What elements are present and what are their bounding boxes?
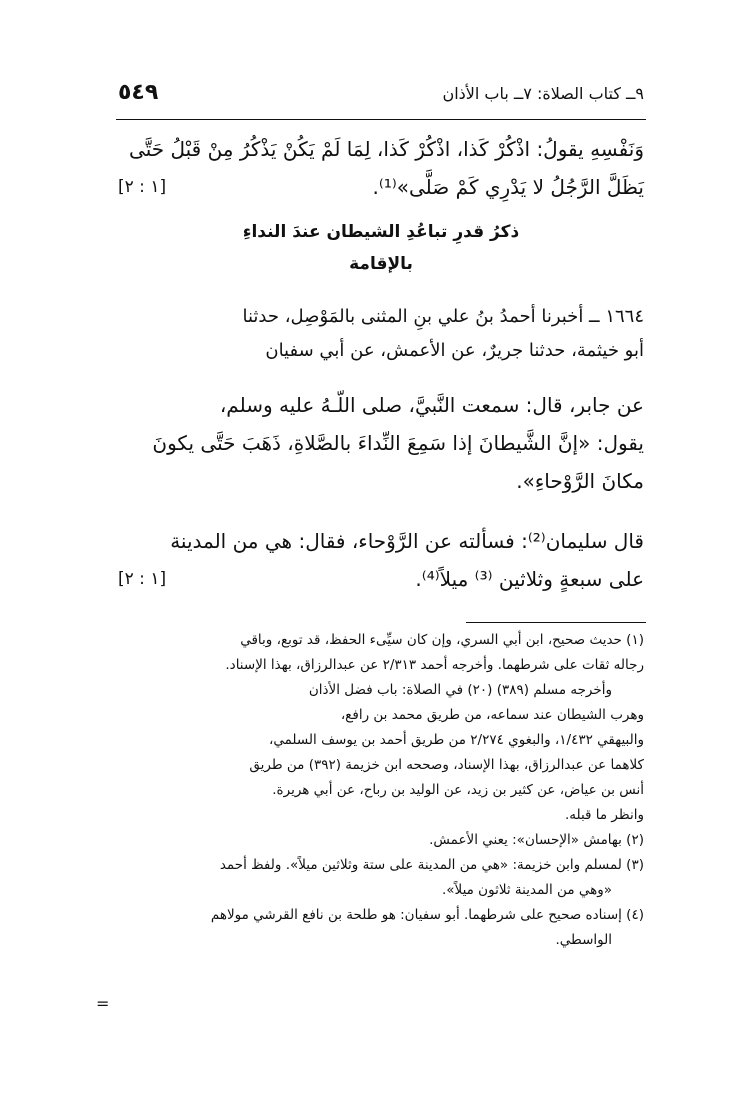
footnotes xyxy=(118,628,644,953)
hadith-number: ١٦٦٤ xyxy=(605,306,644,327)
heading-line: بالإقامة xyxy=(349,254,413,274)
continuation-marker: = xyxy=(96,994,110,1013)
text-line: مكانَ الرَّوْحاءِ». xyxy=(516,469,644,493)
running-header xyxy=(118,80,644,114)
footnote-line: (٤) إسناده صحيح على شرطهما. أبو سفيان: هو طلحة بن نافع القرشي مولاهم xyxy=(210,907,644,923)
footnote-line: «وهي من المدينة ثلاثون ميلاً». xyxy=(441,882,612,898)
hadith-isnad xyxy=(118,300,644,368)
top-paragraph xyxy=(118,130,644,206)
footnote-line: أنس بن عياض، عن كثير بن زيد، عن الوليد بن رباح، عن أبي هريرة. xyxy=(272,782,644,798)
reference-tag: [١ : ٢] xyxy=(118,569,167,589)
footnote-line: كلاهما عن عبدالرزاق، بهذا الإسناد، وصححه ابن خزيمة (٣٩٢) من طريق xyxy=(249,757,644,773)
header-divider xyxy=(116,119,646,120)
footnote-line: والبيهقي ١/٤٣٢، والبغوي ٢/٢٧٤ من طريق أحمد بن يوسف السلمي، xyxy=(268,732,644,748)
footnote-line: وأخرجه مسلم (٣٨٩) (٢٠) في الصلاة: باب فضل الأذان xyxy=(308,682,612,698)
footnote-line: الواسطي. xyxy=(555,932,612,948)
footnote-divider xyxy=(466,622,646,623)
text-line: يقول: «إنَّ الشَّيطانَ إذا سَمِعَ النِّداءَ بالصَّلاةِ، ذَهَبَ حَتَّى يكونَ xyxy=(152,431,644,455)
section-heading xyxy=(118,216,644,280)
text-segment: على سبعةٍ وثلاثين ⁽³⁾ ميلاً⁽⁴⁾. xyxy=(415,567,644,591)
heading-line: ذكرُ قدرِ تباعُدِ الشيطان عندَ النداءِ xyxy=(242,222,520,242)
reference-tag: [١ : ٢] xyxy=(118,177,167,197)
footnote-line: وهرب الشيطان عند سماعه، من طريق محمد بن رافع، xyxy=(340,707,644,723)
hadith-comment xyxy=(118,522,644,598)
text-line xyxy=(118,300,644,334)
text-segment: ــ أخبرنا أحمدُ بنُ علي بنِ المثنى بالمَوْصِل، حدثنا xyxy=(242,306,600,327)
footnote-line: (٢) بهامش «الإحسان»: يعني الأعمش. xyxy=(429,832,644,848)
text-line xyxy=(118,168,644,206)
text-line xyxy=(118,560,644,598)
text-line: عن جابر، قال: سمعت النَّبيَّ، صلى اللّـهُ عليه وسلم، xyxy=(219,393,644,417)
text-line: أبو خيثمة، حدثنا جريرٌ، عن الأعمش، عن أبي سفيان xyxy=(265,340,644,361)
footnote-line: (١) حديث صحيح، ابن أبي السري، وإن كان سيِّىء الحفظ، قد توبع، وباقي xyxy=(240,632,644,648)
footnote-line: وانظر ما قبله. xyxy=(564,807,644,823)
footnote-line: رجاله ثقات على شرطهما. وأخرجه أحمد ٢/٣١٣ عن عبدالرزاق، بهذا الإسناد. xyxy=(225,657,644,673)
hadith-matn xyxy=(118,386,644,500)
chapter-title: ٩ــ كتاب الصلاة: ٧ــ باب الأذان xyxy=(442,84,644,103)
footnote-line: (٣) لمسلم وابن خزيمة: «هي من المدينة على ستة وثلاثين ميلاً». ولفظ أحمد xyxy=(219,857,644,873)
text-line: وَنَفْسِهِ يقولُ: اذْكُرْ كَذا، اذْكُرْ كَذا، لِمَا لَمْ يَكُنْ يَذْكُرُ مِنْ قَبْلُ حَتَّى xyxy=(129,137,644,161)
text-line: قال سليمان⁽²⁾: فسألته عن الرَّوْحاء، فقال: هي من المدينة xyxy=(170,529,644,553)
text-segment: يَظَلَّ الرَّجُلُ لا يَدْرِي كَمْ صَلَّى»⁽¹⁾. xyxy=(372,175,644,199)
page-number: ٥٤٩ xyxy=(118,80,159,105)
